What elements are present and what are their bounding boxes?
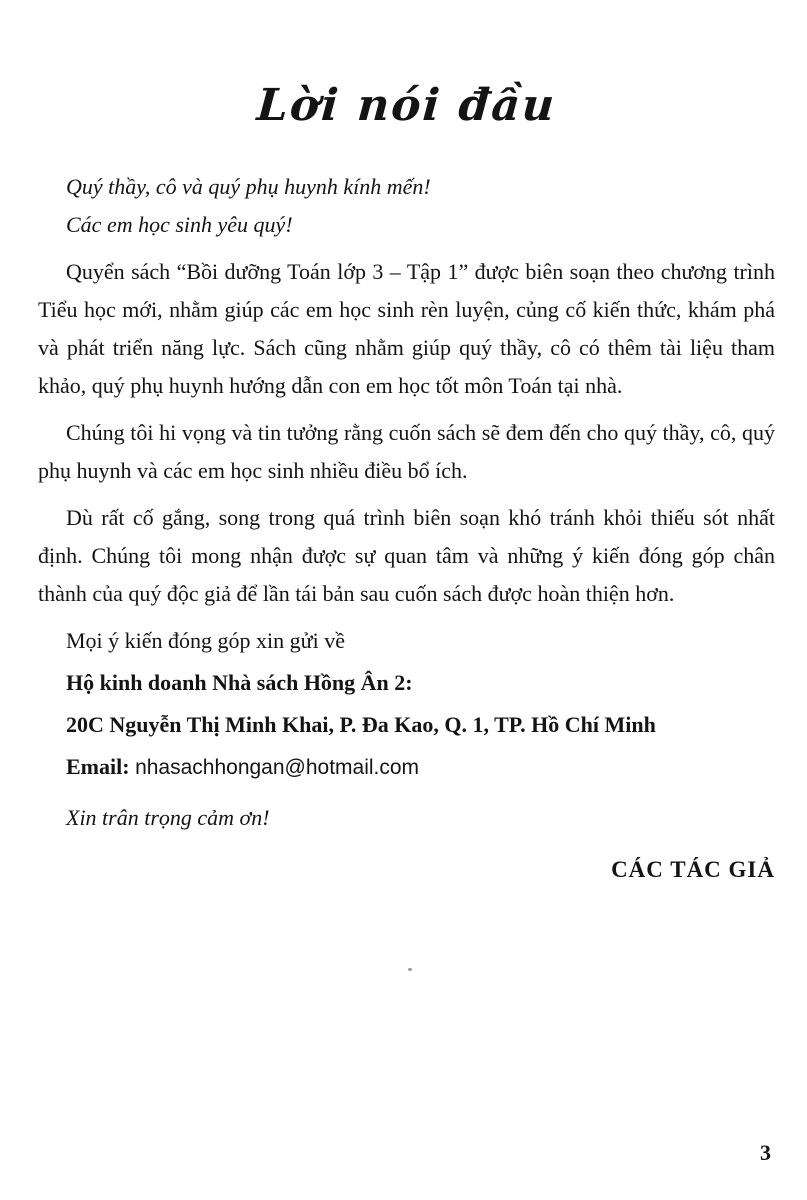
paragraph-apology: Dù rất cố gắng, song trong quá trình biên soạn khó tránh khỏi thiếu sót nhất định. Chúng tôi mong nhận được sự quan tâm và những ý kiến đóng góp chân thành của quý độc giả để lần tái bản sau cuốn sách được hoàn thiện hơn. [38, 505, 775, 606]
greeting-line-2: Các em học sinh yêu quý! [66, 212, 293, 237]
contact-name: Hộ kinh doanh Nhà sách Hồng Ân 2: [66, 670, 413, 695]
email-value: nhasachhongan@hotmail.com [135, 756, 420, 779]
closing-thanks: Xin trân trọng cảm ơn! [66, 805, 270, 830]
scan-speck [408, 968, 412, 971]
paragraph-intro: Quyển sách “Bồi dưỡng Toán lớp 3 – Tập 1” được biên soạn theo chương trình Tiểu học mới, nhằm giúp các em học sinh rèn luyện, củng cố kiến thức, khám phá và phát triển năng lực. Sách cũng nhằm giúp quý thầy, cô có thêm tài liệu tham khảo, quý phụ huynh hướng dẫn con em học tốt môn Toán tại nhà. [38, 259, 775, 398]
greeting-line-1: Quý thầy, cô và quý phụ huynh kính mến! [66, 174, 431, 199]
page-number: 3 [760, 1140, 771, 1165]
contact-address: 20C Nguyễn Thị Minh Khai, P. Đa Kao, Q. 1, TP. Hồ Chí Minh [66, 712, 656, 737]
page-title: Lời nói đầu [255, 80, 558, 131]
paragraph-hope: Chúng tôi hi vọng và tin tưởng rằng cuốn sách sẽ đem đến cho quý thầy, cô, quý phụ huynh và các em học sinh nhiều điều bổ ích. [38, 420, 775, 483]
feedback-invite-line: Mọi ý kiến đóng góp xin gửi về [66, 628, 345, 653]
authors-signature: CÁC TÁC GIẢ [611, 857, 775, 882]
contact-email-line [38, 748, 775, 787]
email-label: Email: [66, 754, 130, 779]
